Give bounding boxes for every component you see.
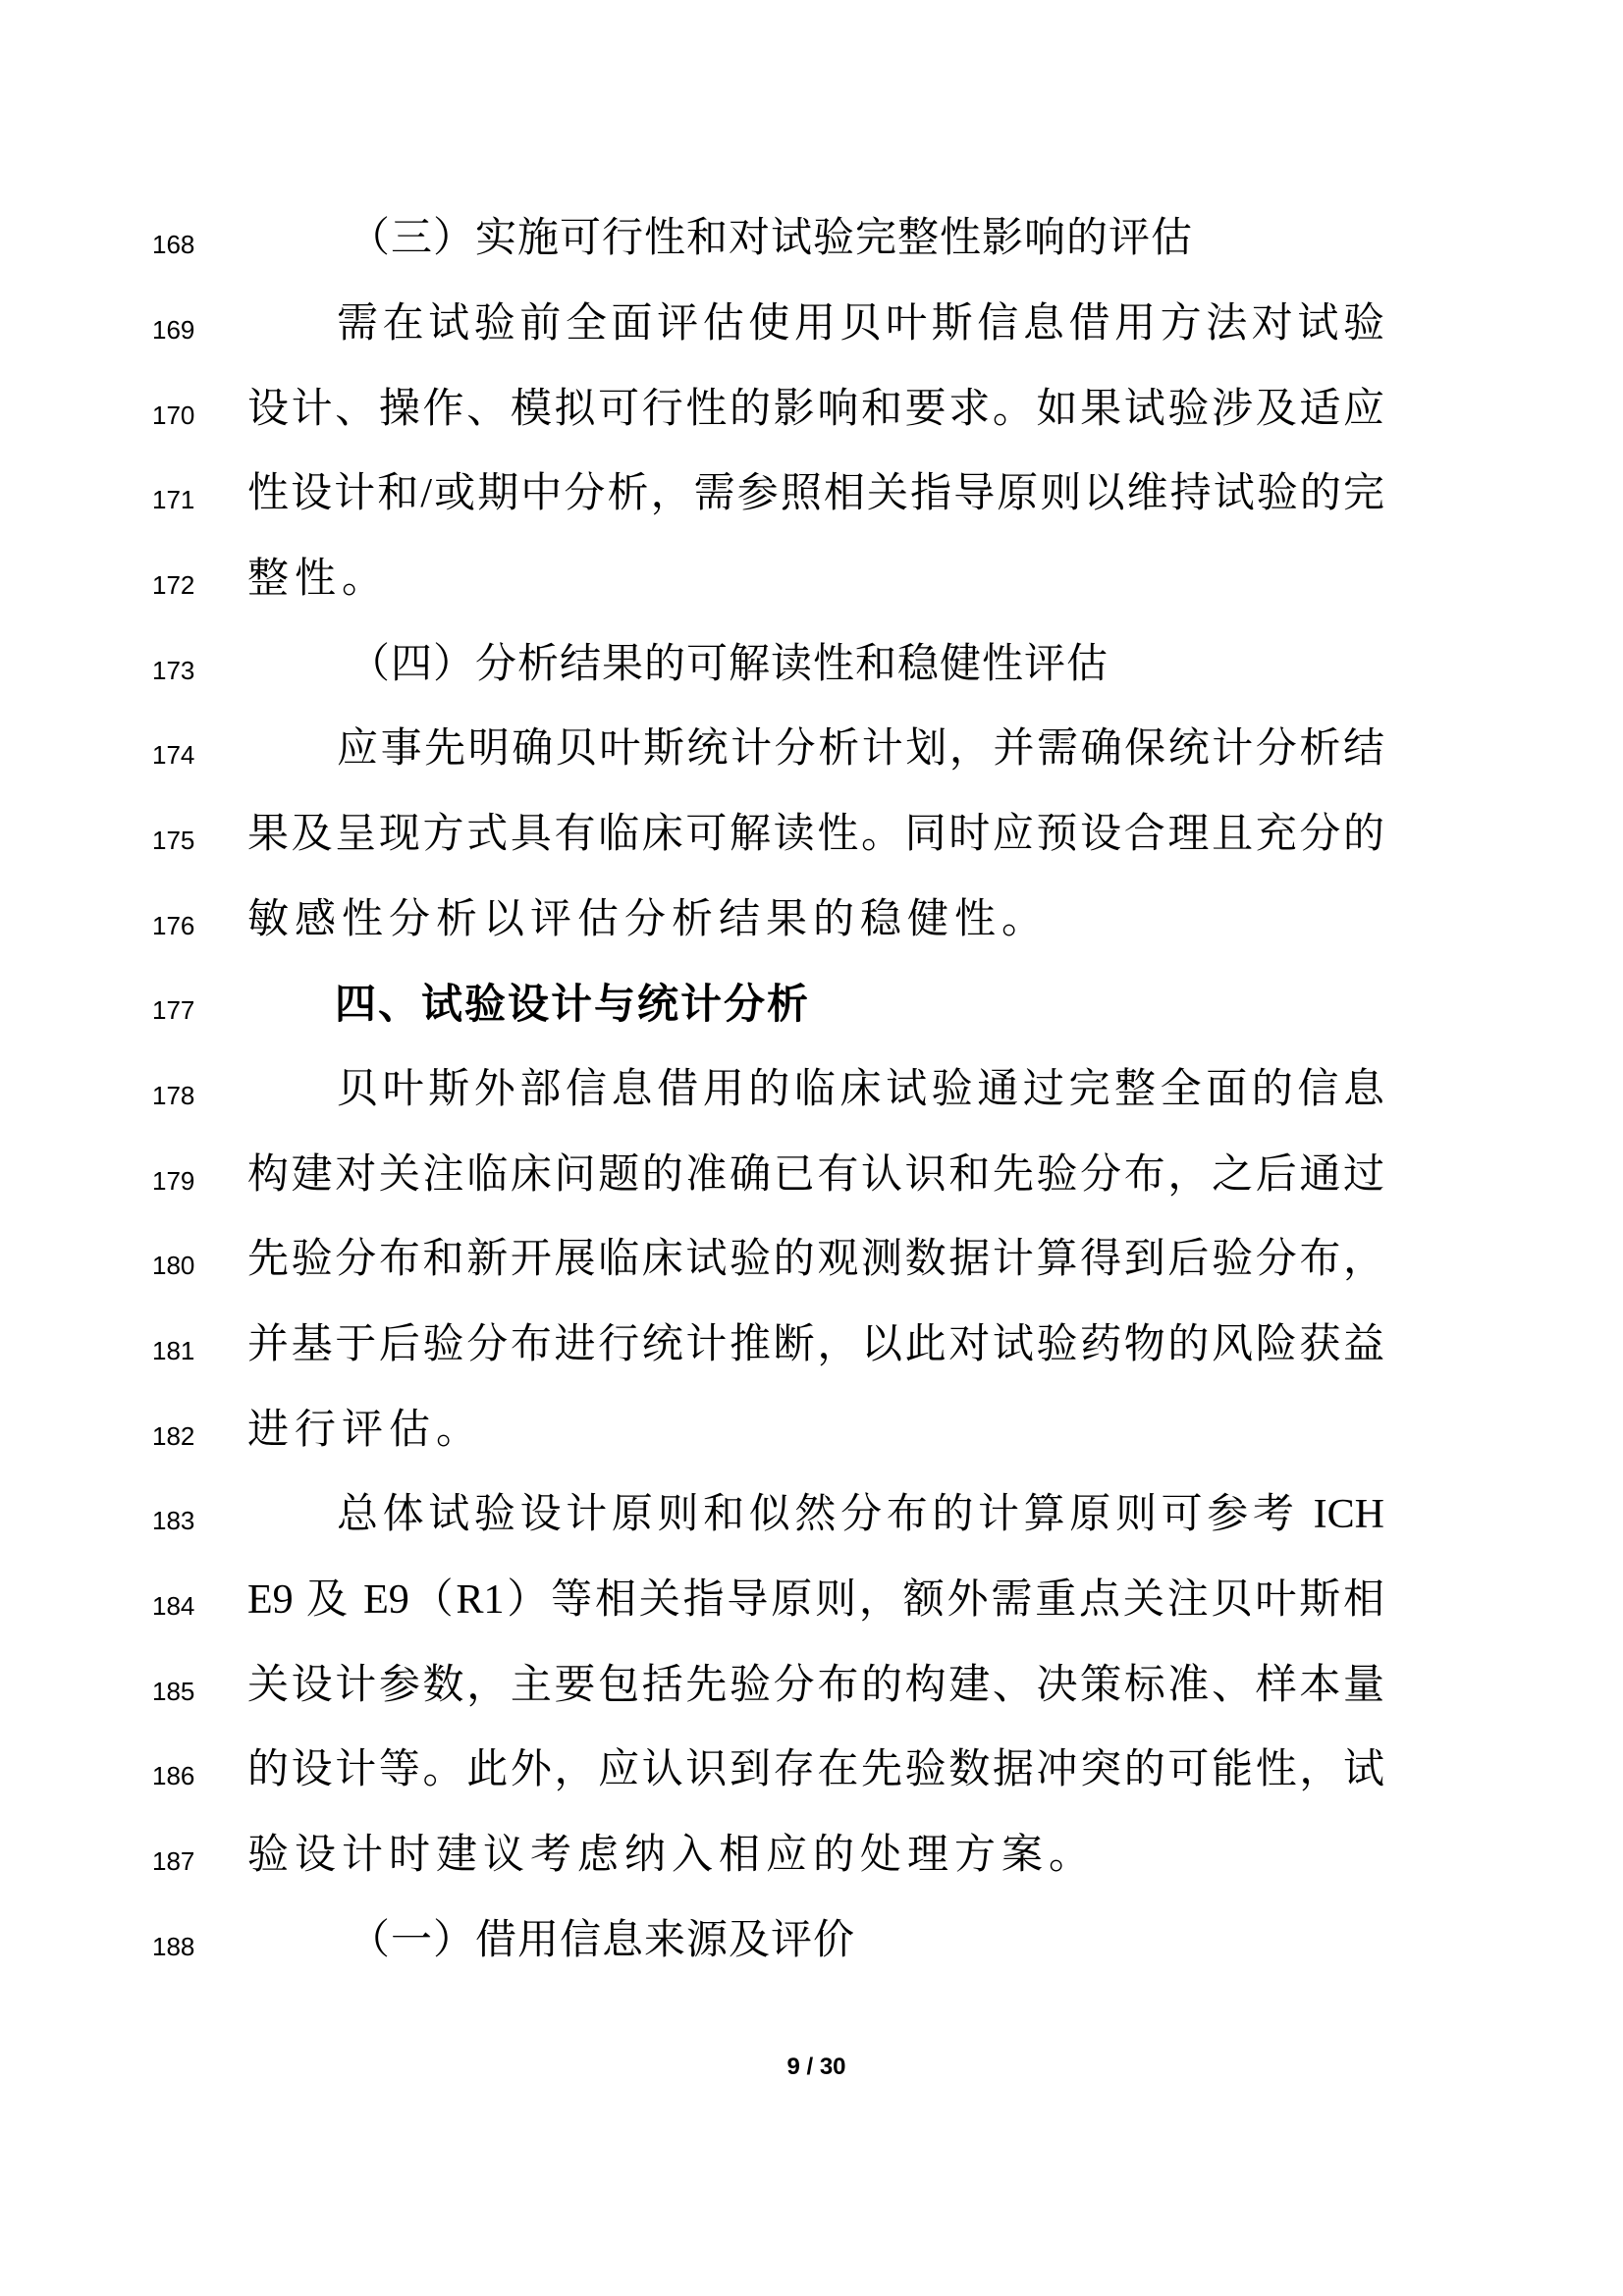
paragraph-line: 先验分布和新开展临床试验的观测数据计算得到后验分布，: [247, 1237, 1384, 1282]
subsection-heading-3: （三）实施可行性和对试验完整性影响的评估: [349, 216, 1194, 261]
line-177: [0, 970, 1623, 1039]
line-number: 181: [152, 1336, 195, 1365]
line-179: [0, 1141, 1623, 1209]
line-182: [0, 1396, 1623, 1465]
paragraph-line: 总体试验设计原则和似然分布的计算原则可参考 ICH: [337, 1492, 1384, 1537]
line-number: 185: [152, 1677, 195, 1706]
line-number: 171: [152, 485, 195, 514]
line-187: [0, 1821, 1623, 1890]
line-number: 169: [152, 315, 195, 345]
line-number: 177: [152, 995, 195, 1025]
line-number: 170: [152, 400, 195, 430]
line-number: 179: [152, 1166, 195, 1196]
paragraph-line: 果及呈现方式具有临床可解读性。同时应预设合理且充分的: [247, 812, 1384, 857]
line-number: 172: [152, 570, 195, 600]
line-174: [0, 715, 1623, 783]
line-181: [0, 1310, 1623, 1379]
line-170: [0, 375, 1623, 444]
line-184: [0, 1566, 1623, 1634]
paragraph-line: 整性。: [247, 557, 390, 602]
paragraph-line: 敏感性分析以评估分析结果的稳健性。: [247, 897, 1050, 942]
line-number: 184: [152, 1591, 195, 1621]
line-number: 187: [152, 1846, 195, 1876]
line-number: 174: [152, 740, 195, 770]
paragraph-line: 需在试验前全面评估使用贝叶斯信息借用方法对试验: [337, 301, 1384, 347]
line-169: [0, 290, 1623, 358]
paragraph-line: 性设计和/或期中分析，需参照相关指导原则以维持试验的完: [247, 471, 1384, 516]
line-188: [0, 1906, 1623, 1975]
paragraph-line: 关设计参数，主要包括先验分布的构建、决策标准、样本量: [247, 1663, 1384, 1708]
line-number: 168: [152, 230, 195, 259]
line-number: 173: [152, 656, 195, 685]
line-number: 186: [152, 1761, 195, 1790]
paragraph-line: 应事先明确贝叶斯统计分析计划，并需确保统计分析结: [337, 726, 1384, 772]
section-heading: 四、试验设计与统计分析: [335, 981, 811, 1027]
subsection-heading-4: （四）分析结果的可解读性和稳健性评估: [349, 642, 1109, 687]
line-171: [0, 459, 1623, 528]
line-number: 188: [152, 1932, 195, 1961]
line-183: [0, 1480, 1623, 1549]
line-168: [0, 204, 1623, 273]
line-number: 178: [152, 1081, 195, 1110]
page-number: 9 / 30: [786, 2054, 846, 2080]
line-178: [0, 1055, 1623, 1124]
line-number: 175: [152, 826, 195, 855]
line-185: [0, 1651, 1623, 1720]
line-number: 183: [152, 1506, 195, 1535]
line-176: [0, 885, 1623, 954]
paragraph-line: 的设计等。此外，应认识到存在先验数据冲突的可能性，试: [247, 1747, 1384, 1792]
line-number: 176: [152, 911, 195, 940]
paragraph-line: 进行评估。: [247, 1408, 484, 1453]
line-175: [0, 800, 1623, 869]
paragraph-line: 贝叶斯外部信息借用的临床试验通过完整全面的信息: [337, 1067, 1384, 1112]
line-173: [0, 630, 1623, 699]
paragraph-line: 设计、操作、模拟可行性的影响和要求。如果试验涉及适应: [247, 387, 1384, 432]
paragraph-line: 构建对关注临床问题的准确已有认识和先验分布，之后通过: [247, 1152, 1384, 1198]
paragraph-line: 并基于后验分布进行统计推断，以此对试验药物的风险获益: [247, 1322, 1384, 1367]
paragraph-line: 验设计时建议考虑纳入相应的处理方案。: [247, 1833, 1097, 1878]
line-number: 180: [152, 1251, 195, 1280]
line-186: [0, 1735, 1623, 1804]
line-180: [0, 1225, 1623, 1294]
paragraph-line: E9 及 E9（R1）等相关指导原则，额外需重点关注贝叶斯相: [247, 1577, 1384, 1623]
line-172: [0, 545, 1623, 614]
line-number: 182: [152, 1421, 195, 1451]
subsection-heading-1: （一）借用信息来源及评价: [349, 1918, 856, 1963]
